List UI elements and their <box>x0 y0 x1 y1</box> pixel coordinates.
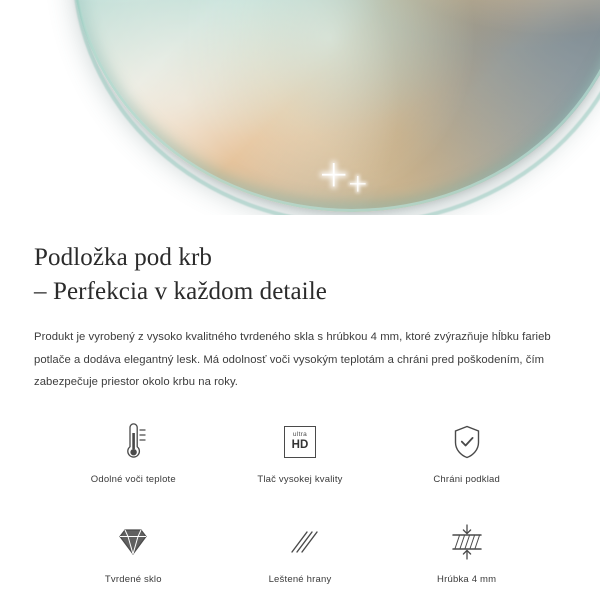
feature-item-tempered-glass <box>50 520 217 606</box>
feature-item-surface-protection <box>383 420 550 506</box>
feature-label: Leštené hrany <box>268 573 332 585</box>
hero-image <box>0 0 600 215</box>
product-description-text: Produkt je vyrobený z vysoko kvalitného tvrdeného skla s hrúbkou 4 mm, ktoré zvýrazňuje hĺbku farieb potlače a dodáva elegantný lesk. Má odolnosť voči vysokým teplotám a chráni pred poškodením, čím zabezpečuje priestor okolo krbu na roky. <box>34 331 551 389</box>
glass-mat-photo <box>72 0 600 212</box>
feature-label: Hrúbka 4 mm <box>437 573 497 585</box>
ultra-hd-icon <box>284 420 316 464</box>
diamond-icon <box>113 520 153 564</box>
headline-line-1: Podložka pod krb <box>34 244 212 271</box>
headline-line-2: – Perfekcia v každom detaile <box>34 277 327 305</box>
feature-item-thickness <box>383 520 550 606</box>
feature-label: Tlač vysokej kvality <box>257 473 343 485</box>
ultra-hd-badge-bottom: HD <box>291 438 309 451</box>
feature-label: Odolné voči teplote <box>90 473 176 485</box>
polished-edges-icon <box>280 520 320 564</box>
page-title <box>34 241 566 308</box>
feature-item-polished-edges <box>217 520 384 606</box>
feature-item-heat-resistant <box>50 420 217 506</box>
feature-label: Tvrdené sklo <box>104 573 162 585</box>
feature-label: Chráni podklad <box>433 473 501 485</box>
feature-item-print-quality <box>217 420 384 506</box>
feature-grid <box>34 420 566 606</box>
thickness-arrows-icon <box>445 520 489 564</box>
thermometer-icon <box>116 420 150 464</box>
content-area <box>0 241 600 606</box>
shield-check-icon <box>450 420 484 464</box>
ultra-hd-badge-top: ultra <box>292 431 308 439</box>
